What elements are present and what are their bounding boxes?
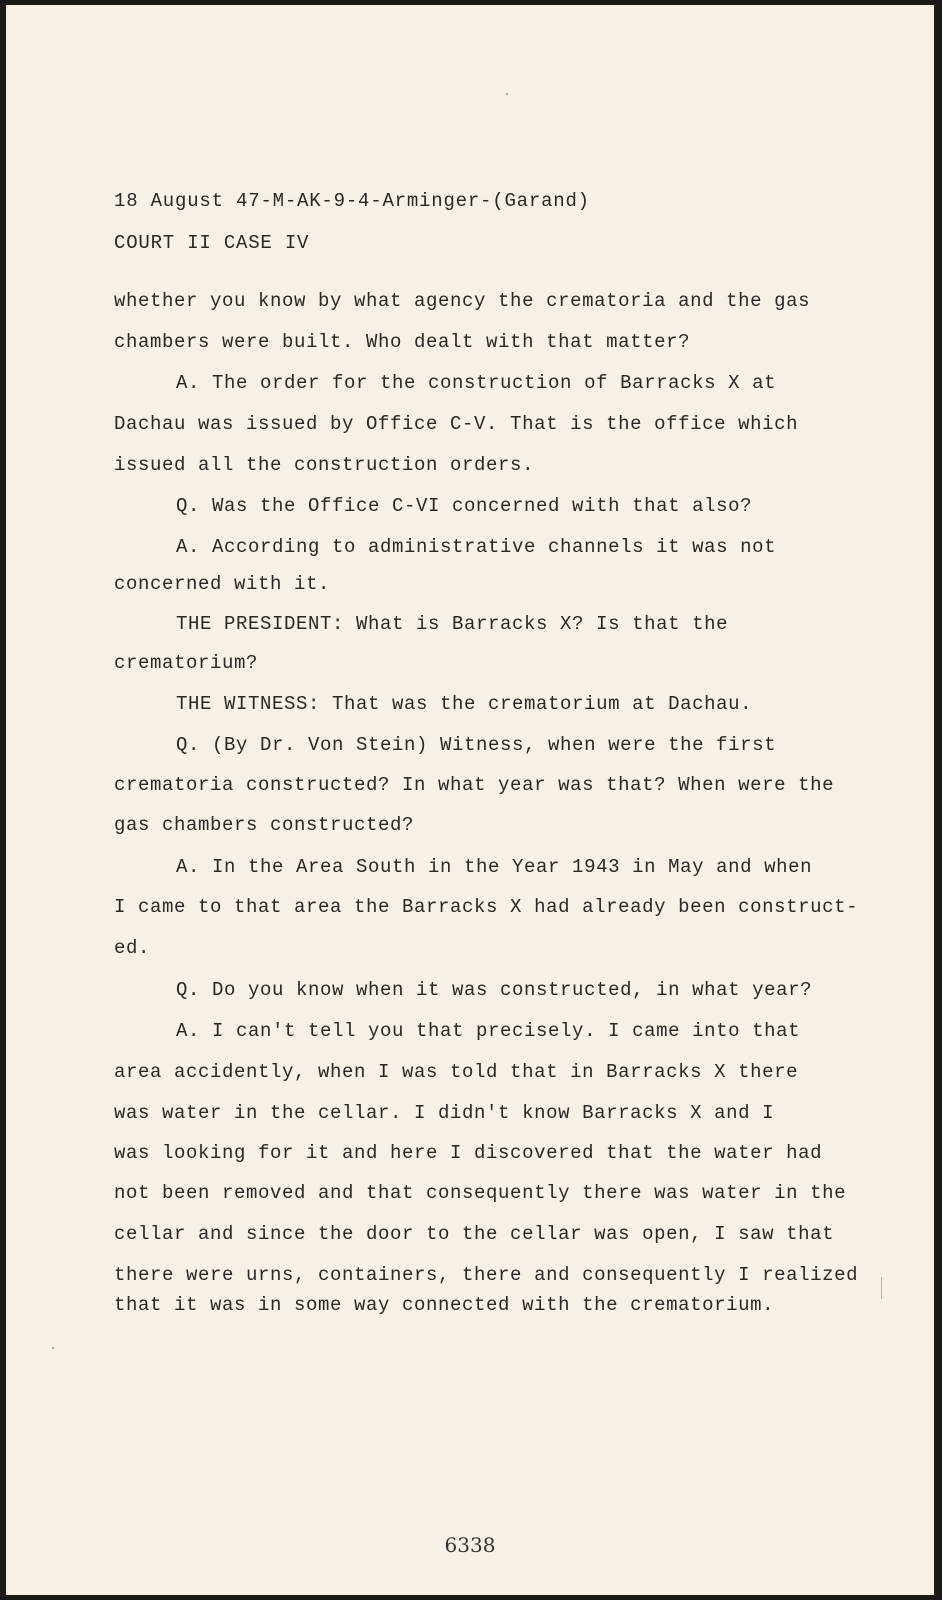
transcript-line: concerned with it. [114, 573, 331, 595]
transcript-line: area accidently, when I was told that in Barracks X there [114, 1061, 799, 1083]
document-page [6, 5, 934, 1595]
transcript-line: Q. (By Dr. Von Stein) Witness, when were the first [176, 734, 777, 756]
transcript-line: issued all the construction orders. [114, 454, 535, 476]
transcript-line: crematoria constructed? In what year was that? When were the [114, 774, 835, 796]
margin-mark [881, 1277, 882, 1299]
transcript-line: Q. Was the Office C-VI concerned with that also? [176, 495, 753, 517]
transcript-line: ed. [114, 937, 151, 959]
transcript-line: that it was in some way connected with the crematorium. [114, 1294, 775, 1316]
transcript-line: THE WITNESS: That was the crematorium at Dachau. [176, 693, 753, 715]
transcript-line: chambers were built. Who dealt with that matter? [114, 331, 691, 353]
transcript-line: A. According to administrative channels it was not [176, 536, 777, 558]
transcript-line: Dachau was issued by Office C-V. That is the office which [114, 413, 799, 435]
transcript-line: THE PRESIDENT: What is Barracks X? Is that the [176, 613, 729, 635]
transcript-line: was looking for it and here I discovered that the water had [114, 1142, 823, 1164]
transcript-line: gas chambers constructed? [114, 814, 415, 836]
document-header-reference: 18 August 47-M-AK-9-4-Arminger-(Garand) [114, 190, 590, 212]
paper-speck [506, 93, 508, 95]
transcript-line: there were urns, containers, there and consequently I realized [114, 1264, 859, 1286]
paper-speck [52, 1347, 54, 1349]
transcript-line: not been removed and that consequently there was water in the [114, 1182, 847, 1204]
transcript-line: was water in the cellar. I didn't know Barracks X and I [114, 1102, 775, 1124]
page-number: 6338 [444, 1533, 496, 1557]
transcript-line: crematorium? [114, 652, 259, 674]
transcript-line: A. In the Area South in the Year 1943 in May and when [176, 856, 813, 878]
transcript-line: Q. Do you know when it was constructed, in what year? [176, 979, 813, 1001]
transcript-line: I came to that area the Barracks X had already been construct- [114, 896, 859, 918]
transcript-line: whether you know by what agency the crematoria and the gas [114, 290, 811, 312]
document-header-court-case: COURT II CASE IV [114, 232, 310, 254]
transcript-line: A. I can't tell you that precisely. I came into that [176, 1020, 801, 1042]
transcript-line: A. The order for the construction of Barracks X at [176, 372, 777, 394]
transcript-line: cellar and since the door to the cellar was open, I saw that [114, 1223, 835, 1245]
